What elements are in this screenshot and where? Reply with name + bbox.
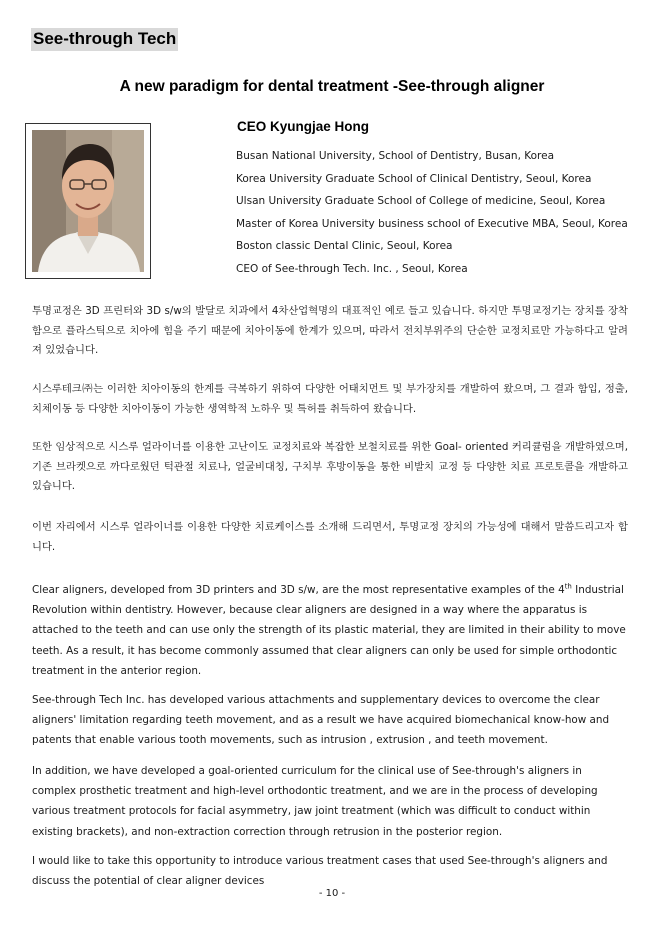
english-paragraph-1 [32, 580, 628, 681]
ceo-name: CEO Kyungjae Hong [237, 119, 370, 134]
korean-paragraph-3: 또한 임상적으로 시스루 얼라이너를 이용한 고난이도 교정치료와 복잡한 보철치료를 위한 Goal- oriented 커리큘럼을 개발하였으며, 기존 브라켓으로 까다로웠던 턱관절 치료나, 얼굴비대칭, 구치부 후방이동을 통한 비발치 교정 등 다양한 치료 프로토콜을 개발하고 있습니다. [32, 441, 628, 492]
credential-item: Ulsan University Graduate School of College of medicine, Seoul, Korea [236, 195, 606, 208]
portrait-photo [32, 130, 144, 272]
korean-paragraph-1: 투명교정은 3D 프린터와 3D s/w의 발달로 치과에서 4차산업혁명의 대표적인 예로 들고 있습니다. 하지만 투명교정기는 장치를 장착함으로 플라스틱으로 치아에 힘을 주기 때문에 치아이동에 한계가 있으며, 따라서 전치부위주의 단순한 교정치료만 가능하다고 알려져 있었습니다. [32, 305, 628, 356]
ceo-credentials [236, 145, 628, 281]
credential-item: Master of Korea University business school of Executive MBA, Seoul, Korea [236, 217, 628, 230]
english-paragraph-2: See-through Tech Inc. has developed various attachments and supplementary devices to overcome the clear aligners' limitation regarding teeth movement, and as a result we have acquired biomechanical know-how and patents that enable various tooth movements, such as intrusion , extrusion , and teeth movement. [32, 694, 610, 747]
article-title: A new paradigm for dental treatment -See-through aligner [119, 78, 545, 95]
credential-item: Korea University Graduate School of Clinical Dentistry, Seoul, Korea [236, 172, 592, 185]
english-paragraph-1-rest: Industrial Revolution within dentistry. However, because clear aligners are designed in a way where the apparatus is attached to the teeth and can use only the strength of its plastic material, they are limited in their ability to move teeth. As a result, it has become commonly assumed that clear aligners can only be used for simple orthodontic treatment in the anterior region. [32, 584, 626, 677]
korean-paragraph-4: 이번 자리에서 시스루 얼라이너를 이용한 다양한 치료케이스를 소개해 드리면서, 투명교정 장치의 가능성에 대해서 말씀드리고자 합니다. [32, 521, 628, 553]
korean-paragraph-2: 시스루테크㈜는 이러한 치아이동의 한계를 극복하기 위하여 다양한 어태치먼트 및 부가장치를 개발하여 왔으며, 그 결과 함입, 정출, 치체이동 등 다양한 치아이동이 가능한 생역학적 노하우 및 특허를 취득하여 왔습니다. [32, 383, 628, 415]
ceo-portrait [25, 123, 151, 279]
credential-item: CEO of See-through Tech. Inc. , Seoul, Korea [236, 262, 468, 275]
ordinal-suffix: th [564, 582, 572, 591]
page-number: - 10 - [318, 888, 346, 899]
english-paragraph-1-start: Clear aligners, developed from 3D printers and 3D s/w, are the most representative examples of the 4 [32, 584, 565, 596]
english-paragraph-4: I would like to take this opportunity to introduce various treatment cases that used See-through's aligners and discuss the potential of clear aligner devices [32, 855, 608, 888]
credential-item: Boston classic Dental Clinic, Seoul, Korea [236, 240, 453, 253]
section-tag: See-through Tech [31, 28, 178, 51]
credential-item: Busan National University, School of Dentistry, Busan, Korea [236, 150, 555, 162]
english-paragraph-3: In addition, we have developed a goal-oriented curriculum for the clinical use of See-through's aligners in complex prosthetic treatment and high-level orthodontic treatment, and we are in the process of developing various treatment protocols for facial asymmetry, jaw joint treatment (which was difficult to conduct within existing brackets), and non-extraction correction through retrusion in the posterior region. [32, 765, 598, 838]
